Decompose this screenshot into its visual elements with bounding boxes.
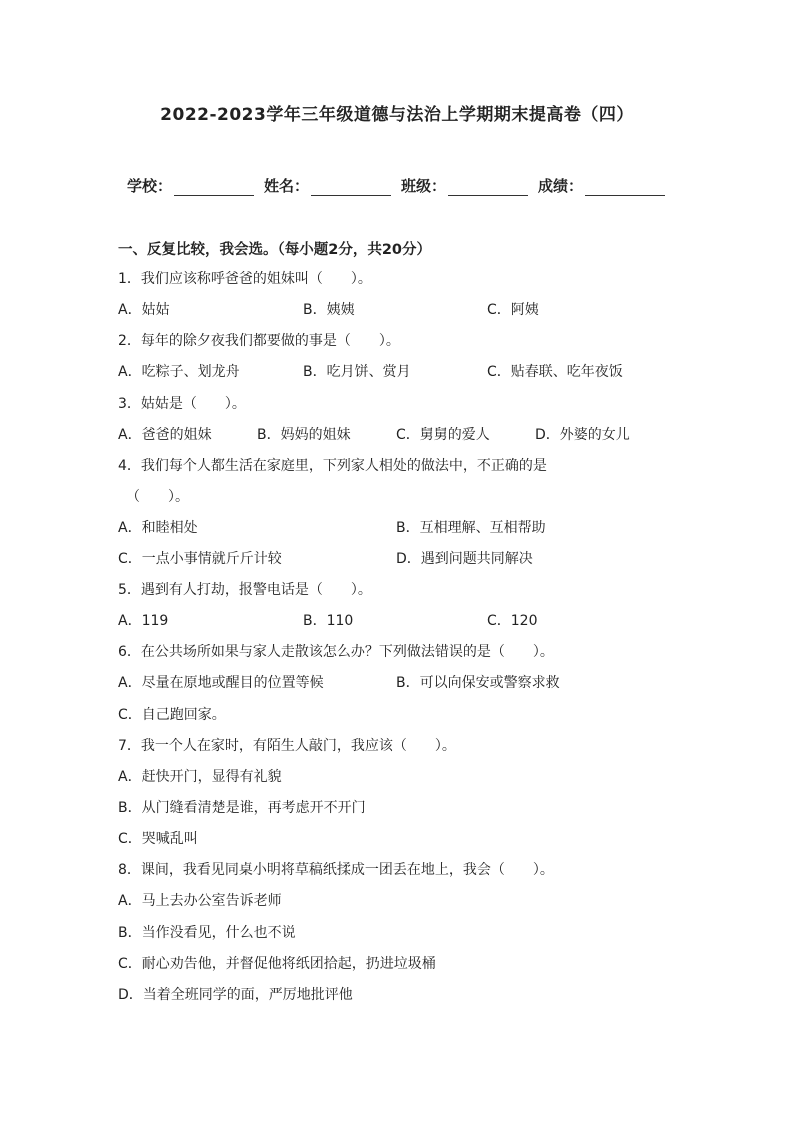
school-label: 学校： [127, 177, 173, 195]
question-3-stem: 3．姑姑是（ ）。 [118, 396, 246, 412]
question-6-stem: 6．在公共场所如果与家人走散该怎么办？下列做法错误的是（ ）。 [118, 644, 554, 660]
question-7-stem: 7．我一个人在家时，有陌生人敲门，我应该（ ）。 [118, 738, 456, 754]
question-2-option-a: A．吃粽子、划龙舟 [118, 364, 240, 380]
class-label: 班级： [401, 177, 447, 195]
question-1-stem: 1．我们应该称呼爸爸的姐妹叫（ ）。 [118, 271, 372, 287]
name-field [264, 175, 391, 196]
class-blank [448, 181, 528, 196]
question-6-option-c: C．自己跑回家。 [118, 707, 226, 723]
question-3-option-c: C．舅舅的爱人 [396, 427, 490, 443]
question-3-option-b: B．妈妈的姐妹 [257, 427, 351, 443]
question-6-option-a: A．尽量在原地或醒目的位置等候 [118, 675, 324, 691]
question-6-option-b: B．可以向保安或警察求救 [396, 675, 560, 691]
page-title: 2022-2023学年三年级道德与法治上学期期末提高卷（四） [160, 105, 634, 125]
question-4-option-a: A．和睦相处 [118, 520, 198, 536]
question-1-option-b: B．姨姨 [303, 302, 355, 318]
question-8-option-c: C．耐心劝告他，并督促他将纸团拾起，扔进垃圾桶 [118, 956, 436, 972]
question-4-option-c: C．一点小事情就斤斤计较 [118, 551, 282, 567]
question-7-option-b: B．从门缝看清楚是谁，再考虑开不开门 [118, 800, 366, 816]
question-2-stem: 2．每年的除夕夜我们都要做的事是（ ）。 [118, 333, 400, 349]
question-5-stem: 5．遇到有人打劫，报警电话是（ ）。 [118, 582, 372, 598]
school-field [127, 175, 254, 196]
question-5-option-c: C．120 [487, 613, 538, 629]
school-blank [174, 181, 254, 196]
name-blank [311, 181, 391, 196]
class-field [401, 175, 528, 196]
question-4-option-b: B．互相理解、互相帮助 [396, 520, 546, 536]
question-3-option-d: D．外婆的女儿 [535, 427, 630, 443]
question-2-option-c: C．贴春联、吃年夜饭 [487, 364, 623, 380]
student-info-line [127, 175, 675, 196]
score-field [538, 175, 665, 196]
score-blank [585, 181, 665, 196]
name-label: 姓名： [264, 177, 310, 195]
score-label: 成绩： [538, 177, 584, 195]
question-7-option-c: C．哭喊乱叫 [118, 831, 198, 847]
question-8-option-a: A．马上去办公室告诉老师 [118, 893, 282, 909]
question-8-option-b: B．当作没看见，什么也不说 [118, 925, 296, 941]
question-2-option-b: B．吃月饼、赏月 [303, 364, 411, 380]
question-1-option-a: A．姑姑 [118, 302, 170, 318]
section-heading: 一、反复比较，我会选。（每小题2分，共20分） [118, 242, 432, 258]
question-4-stem: 4．我们每个人都生活在家庭里，下列家人相处的做法中，不正确的是 [118, 458, 547, 474]
question-8-option-d: D．当着全班同学的面，严厉地批评他 [118, 987, 353, 1003]
question-1-option-c: C．阿姨 [487, 302, 539, 318]
question-7-option-a: A．赶快开门，显得有礼貌 [118, 769, 282, 785]
question-5-option-b: B．110 [303, 613, 354, 629]
question-4-stem-continued: （ ）。 [126, 489, 189, 505]
question-8-stem: 8．课间，我看见同桌小明将草稿纸揉成一团丢在地上，我会（ ）。 [118, 862, 554, 878]
question-3-option-a: A．爸爸的姐妹 [118, 427, 212, 443]
question-5-option-a: A．119 [118, 613, 169, 629]
question-4-option-d: D．遇到问题共同解决 [396, 551, 533, 567]
